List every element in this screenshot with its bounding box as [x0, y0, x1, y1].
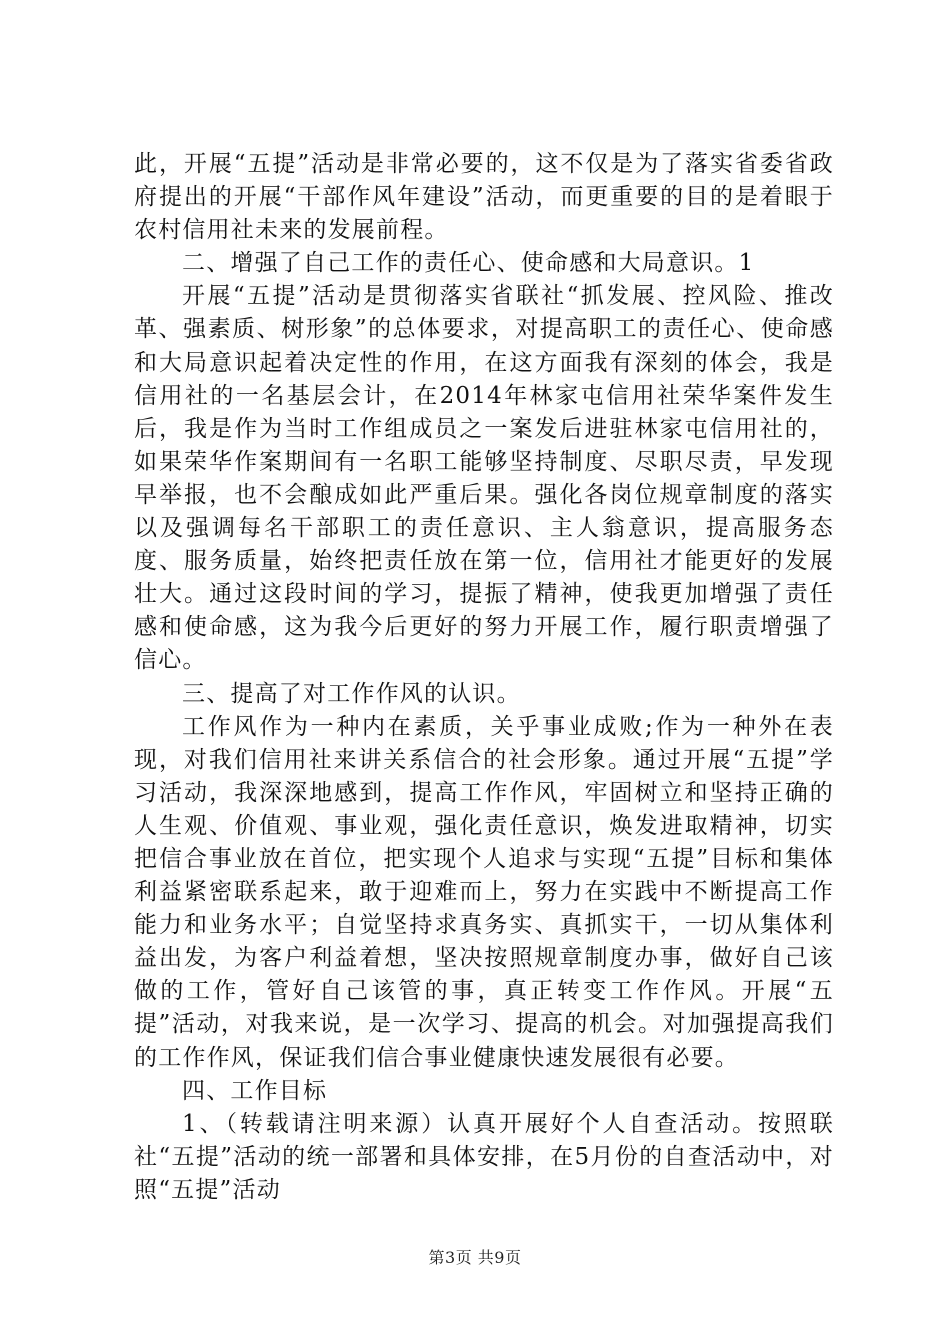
- section-heading-2: 二、增强了自己工作的责任心、使命感和大局意识。1: [182, 250, 755, 277]
- paragraph-work-style: 工作风作为一种内在素质，关乎事业成败;作为一种外在表现，对我们信用社来讲关系信合的社会形象。通过开展“五提”学习活动，我深深地感到，提高工作作风，牢固树立和坚持正确的人生观、价值观、事业观，强化责任意识，焕发进取精神，切实把信合事业放在首位，把实现个人追求与实现“五提”目标和集体利益紧密联系起来，敢于迎难而上，努力在实践中不断提高工作能力和业务水平；自觉坚持求真务实、真抓实干，一切从集体利益出发，为客户利益着想，坚决按照规章制度办事，做好自己该做的工作，管好自己该管的事，真正转变工作作风。开展“五提”活动，对我来说，是一次学习、提高的机会。对加强提高我们的工作作风，保证我们信合事业健康快速发展很有必要。: [134, 713, 834, 1071]
- paragraph-continuation: 此，开展“五提”活动是非常必要的，这不仅是为了落实省委省政府提出的开展“干部作风年建设”活动，而更重要的目的是着眼于农村信用社未来的发展前程。: [134, 151, 834, 244]
- page-number-footer: 第3页 共9页: [428, 1248, 522, 1267]
- paragraph-goal-1: 1、（转载请注明来源）认真开展好个人自查活动。按照联社“五提”活动的统一部署和具体安排，在5月份的自查活动中，对照“五提”活动: [134, 1110, 834, 1203]
- paragraph-responsibility: 开展“五提”活动是贯彻落实省联社“抓发展、控风险、推改革、强素质、树形象”的总体要求，对提高职工的责任心、使命感和大局意识起着决定性的作用，在这方面我有深刻的体会，我是信用社的一名基层会计，在2014年林家屯信用社荣华案件发生后，我是作为当时工作组成员之一案发后进驻林家屯信用社的，如果荣华作案期间有一名职工能够坚持制度、尽职尽责，早发现早举报，也不会酿成如此严重后果。强化各岗位规章制度的落实以及强调每名干部职工的责任意识、主人翁意识，提高服务态度、服务质量，始终把责任放在第一位，信用社才能更好的发展壮大。通过这段时间的学习，提振了精神，使我更加增强了责任感和使命感，这为我今后更好的努力开展工作，履行职责增强了信心。: [134, 283, 834, 674]
- document-body: [134, 148, 834, 1207]
- section-heading-4: 四、工作目标: [182, 1077, 328, 1104]
- section-heading-3: 三、提高了对工作作风的认识。: [182, 680, 521, 707]
